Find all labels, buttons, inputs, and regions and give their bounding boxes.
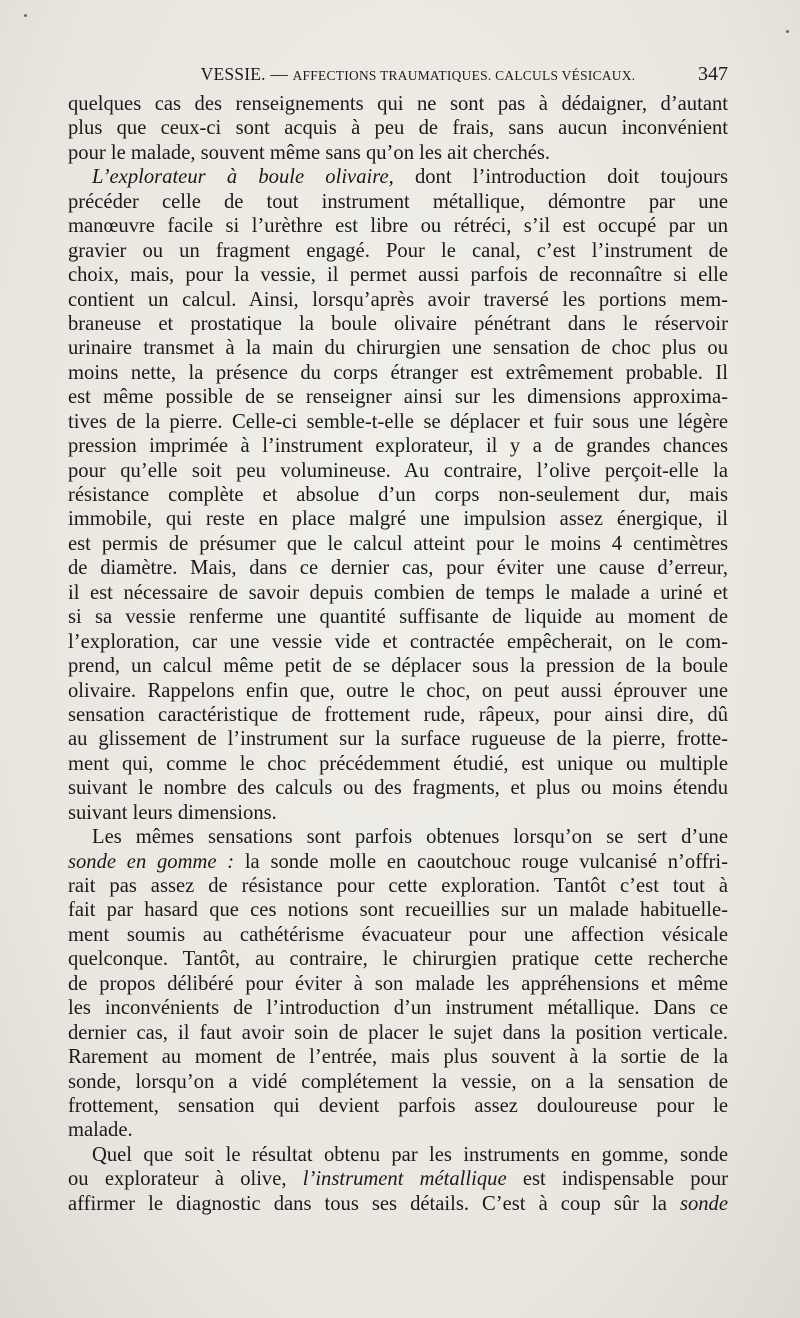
text-line: Rarement au moment de l’entrée, mais plus souvent à la sortie de la [68,1046,728,1069]
running-head [68,60,728,88]
scan-speck [24,14,27,17]
text-line: les inconvénients de l’introduction d’un instrument métallique. Dans ce [68,997,728,1020]
text-line: gravier ou un fragment engagé. Pour le canal, c’est l’instrument de [68,239,728,262]
text-line: urinaire transmet à la main du chirurgien une sensation de choc plus ou [68,337,728,360]
text-line: est permis de présumer que le calcul atteint pour le moins 4 centimètres [68,532,728,555]
text-line: fait par hasard que ces notions sont recueillies sur un malade habituelle- [68,899,728,922]
text-line: l’exploration, car une vessie vide et contractée empêcherait, on le com- [68,630,728,653]
text-line: malade. [68,1119,133,1142]
text-line: précéder celle de tout instrument métallique, démontre par une [68,190,728,213]
text-line: suivant leurs dimensions. [68,801,277,824]
text-line: choix, mais, pour la vessie, il permet aussi parfois de reconnaître si elle [68,264,728,287]
text-line: plus que ceux-ci sont acquis à peu de frais, sans aucun inconvénient [68,117,728,140]
running-head-title-small: AFFECTIONS TRAUMATIQUES. CALCULS VÉSICAUX. [292,68,636,83]
text-line: rait pas assez de résistance pour cette exploration. Tantôt c’est tout à [68,875,728,897]
page-number: 347 [698,63,728,85]
text-line: immobile, qui reste en place malgré une impulsion assez énergique, il [68,508,728,531]
text-line: pression imprimée à l’instrument explorateur, il y a de grandes chances [68,435,728,458]
running-head-title-main: VESSIE. — [200,64,288,84]
text-line: affirmer le diagnostic dans tous ses détails. C’est à coup sûr la sonde [68,1192,728,1215]
text-line: il est nécessaire de savoir depuis combien de temps le malade a uriné et [68,581,728,604]
text-line: ou explorateur à olive, l’instrument métallique est indispensable pour [68,1168,729,1191]
text-line: olivaire. Rappelons enfin que, outre le choc, on peut aussi éprouver une [68,679,728,702]
text-line: L’explorateur à boule olivaire, dont l’introduction doit toujours [92,166,728,189]
text-line: est même possible de se renseigner ainsi sur les dimensions approxima- [68,386,728,409]
text-line: braneuse et prostatique la boule olivaire pénétrant dans le réservoir [68,312,728,335]
text-line: ment qui, comme le choc précédemment étudié, est unique ou multiple [68,752,728,775]
text-line: de diamètre. Mais, dans ce dernier cas, pour éviter une cause d’erreur, [68,557,728,580]
text-line: contient un calcul. Ainsi, lorsqu’après avoir traversé les portions mem- [68,288,728,311]
body-text [68,92,728,1216]
scan-speck [786,30,789,33]
running-head-title [68,60,728,90]
italic-phrase: sonde en gomme : [68,850,235,873]
text-line: quelconque. Tantôt, au contraire, le chirurgien pratique cette recherche [68,948,728,971]
text-line: manœuvre facile si l’urèthre est libre ou rétréci, s’il est occupé par un [68,215,728,238]
text-line: quelques cas des renseignements qui ne sont pas à dédaigner, d’autant [68,93,728,115]
italic-phrase: l’instrument métallique [302,1168,507,1191]
text-line: résistance complète et absolue d’un corps non-seulement dur, mais [68,484,728,506]
text-line: tives de la pierre. Celle-ci semble-t-elle se déplacer et fuir sous une légère [68,410,728,433]
text-line: prend, un calcul même petit de se déplacer sous la pression de la boule [68,655,728,678]
text-line: frottement, sensation qui devient parfois assez douloureuse pour le [68,1094,728,1117]
italic-phrase: L’explorateur à boule olivaire, [92,166,394,189]
text-line: ment soumis au cathétérisme évacuateur pour une affection vésicale [68,923,728,946]
text-line: sonde en gomme : la sonde molle en caoutchouc rouge vulcanisé n’offri- [68,850,728,873]
text-line: de propos délibéré pour éviter à son malade les appréhensions et même [68,972,728,995]
text-line: si sa vessie renferme une quantité suffisante de liquide au moment de [68,606,728,629]
text-line: sonde, lorsqu’on a vidé complétement la vessie, on a la sensation de [68,1070,728,1093]
text-line: sensation caractéristique de frottement rude, râpeux, pour ainsi dire, dû [68,703,728,726]
text-line: Quel que soit le résultat obtenu par les instruments en gomme, sonde [92,1143,728,1166]
text-line: pour le malade, souvent même sans qu’on les ait cherchés. [68,141,551,164]
text-line: moins nette, la présence du corps étranger est extrêmement probable. Il [68,361,728,384]
text-line: pour qu’elle soit peu volumineuse. Au contraire, l’olive perçoit-elle la [68,459,728,482]
text-line: Les mêmes sensations sont parfois obtenues lorsqu’on se sert d’une [92,826,728,849]
text-line: au glissement de l’instrument sur la surface rugueuse de la pierre, frotte- [68,728,728,751]
text-line: dernier cas, il faut avoir soin de placer le sujet dans la position verticale. [68,1021,728,1044]
italic-phrase: sonde [679,1192,728,1215]
text-line: suivant le nombre des calculs ou des fragments, et plus ou moins étendu [68,777,728,800]
